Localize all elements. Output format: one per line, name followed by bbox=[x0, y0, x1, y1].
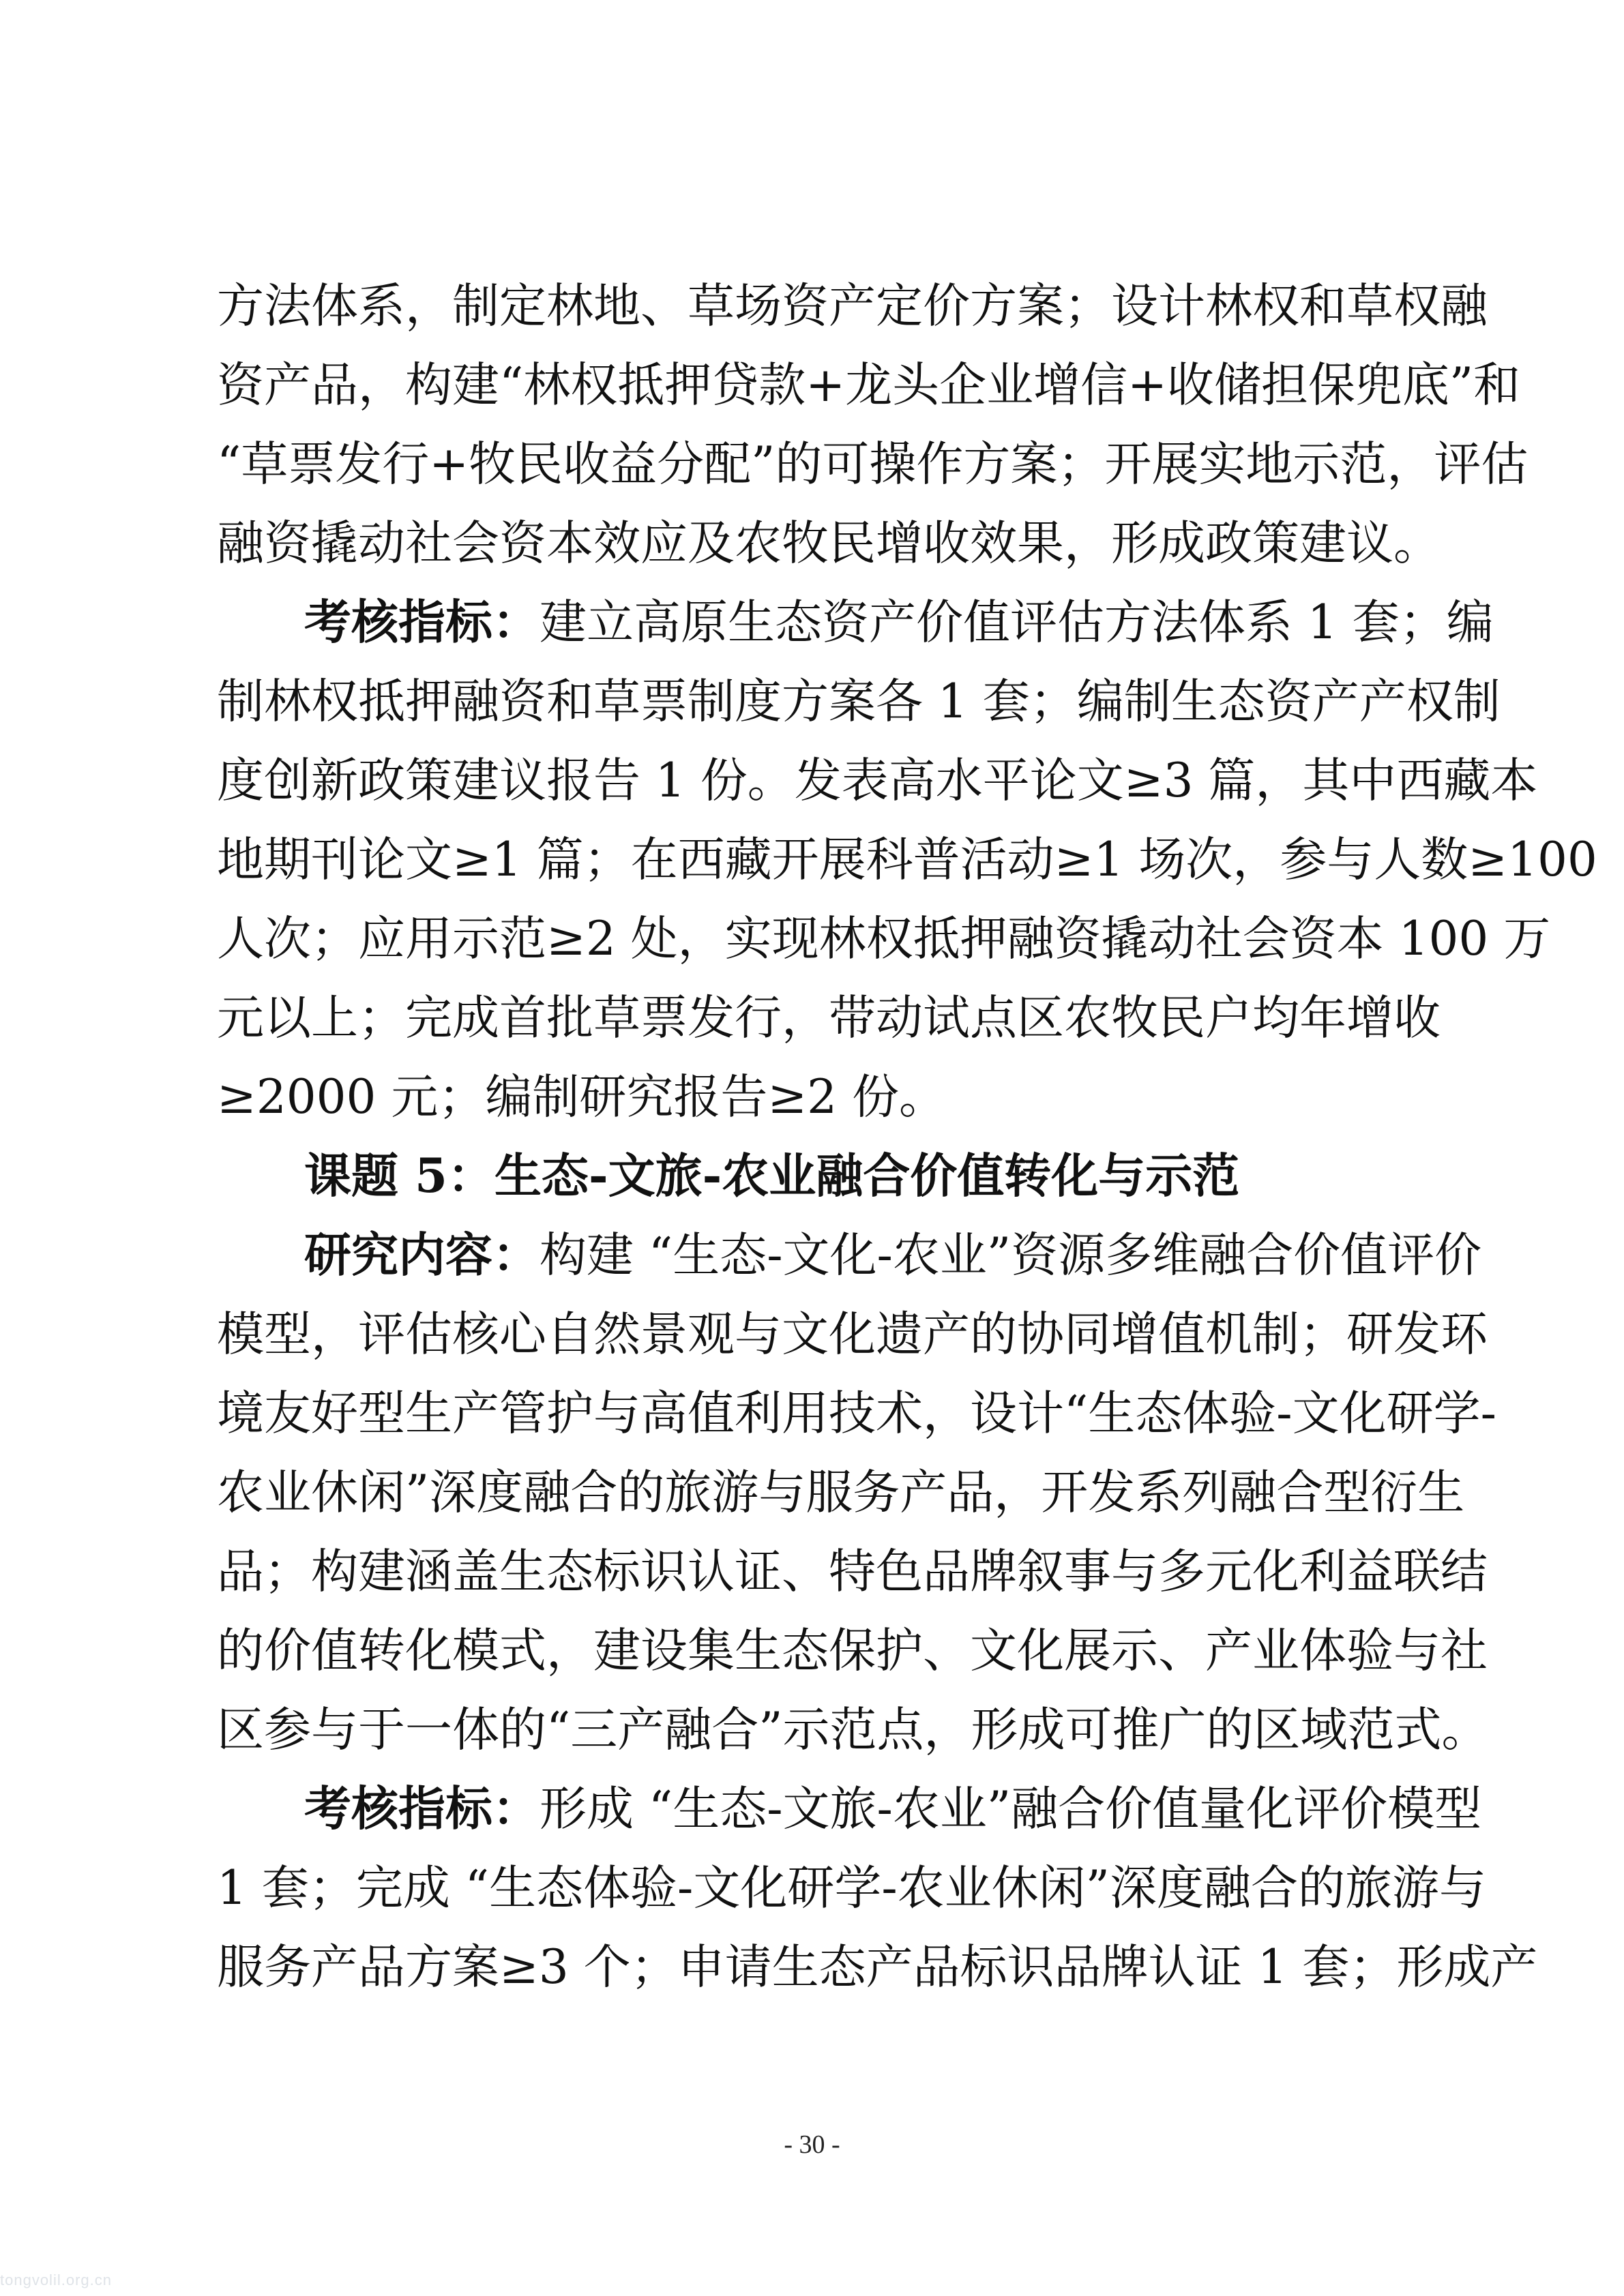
body-line: 方法体系，制定林地、草场资产定价方案；设计林权和草权融 bbox=[217, 279, 1488, 333]
body-line: 模型，评估核心自然景观与文化遗产的协同增值机制；研发环 bbox=[217, 1307, 1488, 1362]
body-line: 地期刊论文≥1 篇；在西藏开展科普活动≥1 场次，参与人数≥100 bbox=[217, 833, 1597, 887]
body-line: 资产品，构建“林权抵押贷款+龙头企业增信+收储担保兜底”和 bbox=[217, 358, 1521, 413]
kpi-label: 考核指标： bbox=[304, 595, 540, 650]
body-line: “草票发行+牧民收益分配”的可操作方案；开展实地示范，评估 bbox=[217, 437, 1529, 492]
kpi-text: 建立高原生态资产价值评估方法体系 1 套；编 bbox=[540, 595, 1494, 650]
research-paragraph-first-line bbox=[304, 1217, 1482, 1294]
body-line: 区参与于一体的“三产融合”示范点，形成可推广的区域范式。 bbox=[217, 1703, 1489, 1757]
kpi-paragraph-first-line bbox=[304, 1771, 1482, 1847]
kpi-label: 考核指标： bbox=[304, 1781, 540, 1836]
research-text: 构建 “生态-文化-农业”资源多维融合价值评价 bbox=[540, 1228, 1482, 1283]
kpi-text: 形成 “生态-文旅-农业”融合价值量化评价模型 bbox=[540, 1782, 1482, 1836]
body-line: 的价值转化模式，建设集生态保护、文化展示、产业体验与社 bbox=[217, 1624, 1488, 1678]
topic-heading: 课题 5：生态-文旅-农业融合价值转化与示范 bbox=[304, 1148, 1240, 1204]
body-line: 服务产品方案≥3 个；申请生态产品标识品牌认证 1 套；形成产 bbox=[217, 1940, 1538, 1995]
page-number: - 30 - bbox=[784, 2130, 840, 2159]
body-line: 制林权抵押融资和草票制度方案各 1 套；编制生态资产产权制 bbox=[217, 674, 1501, 729]
body-line: 1 套；完成 “生态体验-文化研学-农业休闲”深度融合的旅游与 bbox=[217, 1861, 1486, 1915]
body-line: 度创新政策建议报告 1 份。发表高水平论文≥3 篇，其中西藏本 bbox=[217, 754, 1538, 808]
body-line: 品；构建涵盖生态标识认证、特色品牌叙事与多元化利益联结 bbox=[217, 1545, 1488, 1599]
body-line: 融资撬动社会资本效应及农牧民增收效果，形成政策建议。 bbox=[217, 516, 1441, 571]
body-line: 境友好型生产管护与高值利用技术，设计“生态体验-文化研学- bbox=[217, 1386, 1496, 1441]
body-line: 人次；应用示范≥2 处，实现林权抵押融资撬动社会资本 100 万 bbox=[217, 912, 1551, 966]
body-line: 农业休闲”深度融合的旅游与服务产品，开发系列融合型衍生 bbox=[217, 1465, 1465, 1520]
research-label: 研究内容： bbox=[304, 1227, 540, 1283]
body-line: ≥2000 元；编制研究报告≥2 份。 bbox=[217, 1070, 946, 1124]
watermark: tongvolil.org.cn bbox=[0, 2271, 112, 2288]
body-line: 元以上；完成首批草票发行，带动试点区农牧民户均年增收 bbox=[217, 991, 1441, 1045]
kpi-paragraph-first-line bbox=[304, 584, 1494, 661]
